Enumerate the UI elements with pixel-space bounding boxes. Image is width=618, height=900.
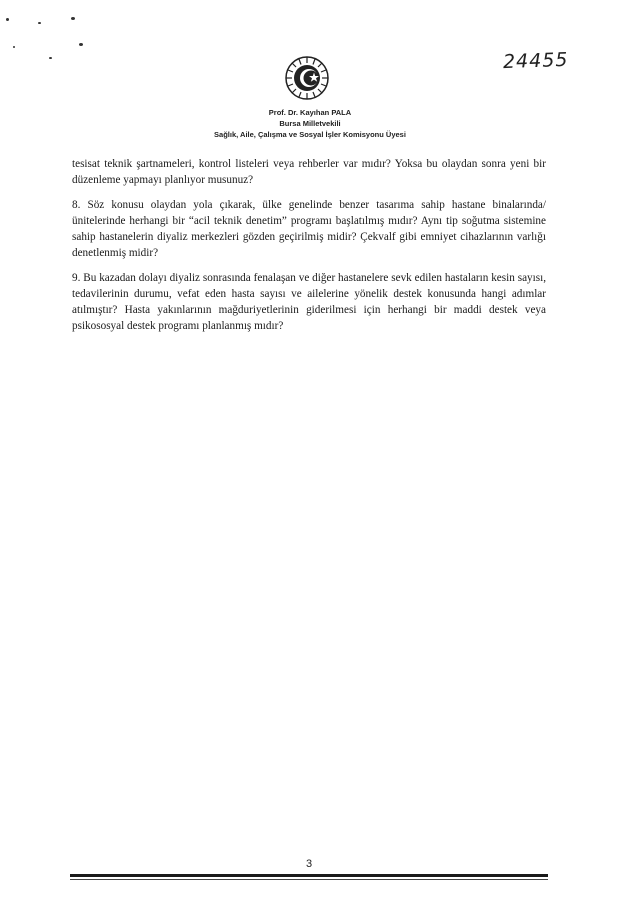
deputy-name: Prof. Dr. Kayıhan PALA bbox=[268, 108, 352, 117]
scan-speck bbox=[38, 22, 41, 24]
letterhead bbox=[120, 107, 500, 140]
scan-speck bbox=[49, 57, 52, 59]
scan-speck bbox=[13, 46, 15, 48]
question-9: 9. Bu kazadan dolayı diyaliz sonrasında fenalaşan ve diğer hastanelere sevk edilen hastaların kesin sayısı, tedavilerinin durumu, vefat eden hasta sayısı ve ailelerine yönelik destek konusunda hangi adımlar atılmıştır? Hasta yakınlarının mağduriyetlerinin giderilmesi için herhangi bir maddi destek veya psikososyal destek programı planlanmış mıdır? bbox=[72, 272, 546, 332]
document-number: 24455 bbox=[502, 48, 569, 74]
footer-rule bbox=[70, 874, 548, 881]
scan-speck bbox=[71, 17, 75, 20]
tbmm-emblem-icon bbox=[284, 55, 330, 101]
paragraph-continuation: tesisat teknik şartnameleri, kontrol listeleri veya rehberler var mıdır? Yoksa bu olaydan sonra yeni bir düzenleme yapmayı planlıyor musunuz? bbox=[72, 158, 546, 186]
scan-speck bbox=[6, 18, 9, 21]
document-body bbox=[72, 156, 546, 343]
page-number: 3 bbox=[305, 858, 313, 870]
scan-speck bbox=[79, 43, 83, 46]
commission-name: Sağlık, Aile, Çalışma ve Sosyal İşler Komisyonu Üyesi bbox=[214, 130, 406, 139]
deputy-title: Bursa Milletvekili bbox=[279, 119, 341, 128]
question-8: 8. Söz konusu olaydan yola çıkarak, ülke genelinde benzer tasarıma sahip hastane binalarında/ünitelerinde herhangi bir “acil teknik denetim” programı başlatılmış mıdır? Aynı tip soğutma sistemine sahip hastanelerin diyaliz merkezleri gözden geçirilmiş midir? Çekvalf gibi emniyet cihazlarının varlığı denetlenmiş midir? bbox=[72, 199, 546, 259]
